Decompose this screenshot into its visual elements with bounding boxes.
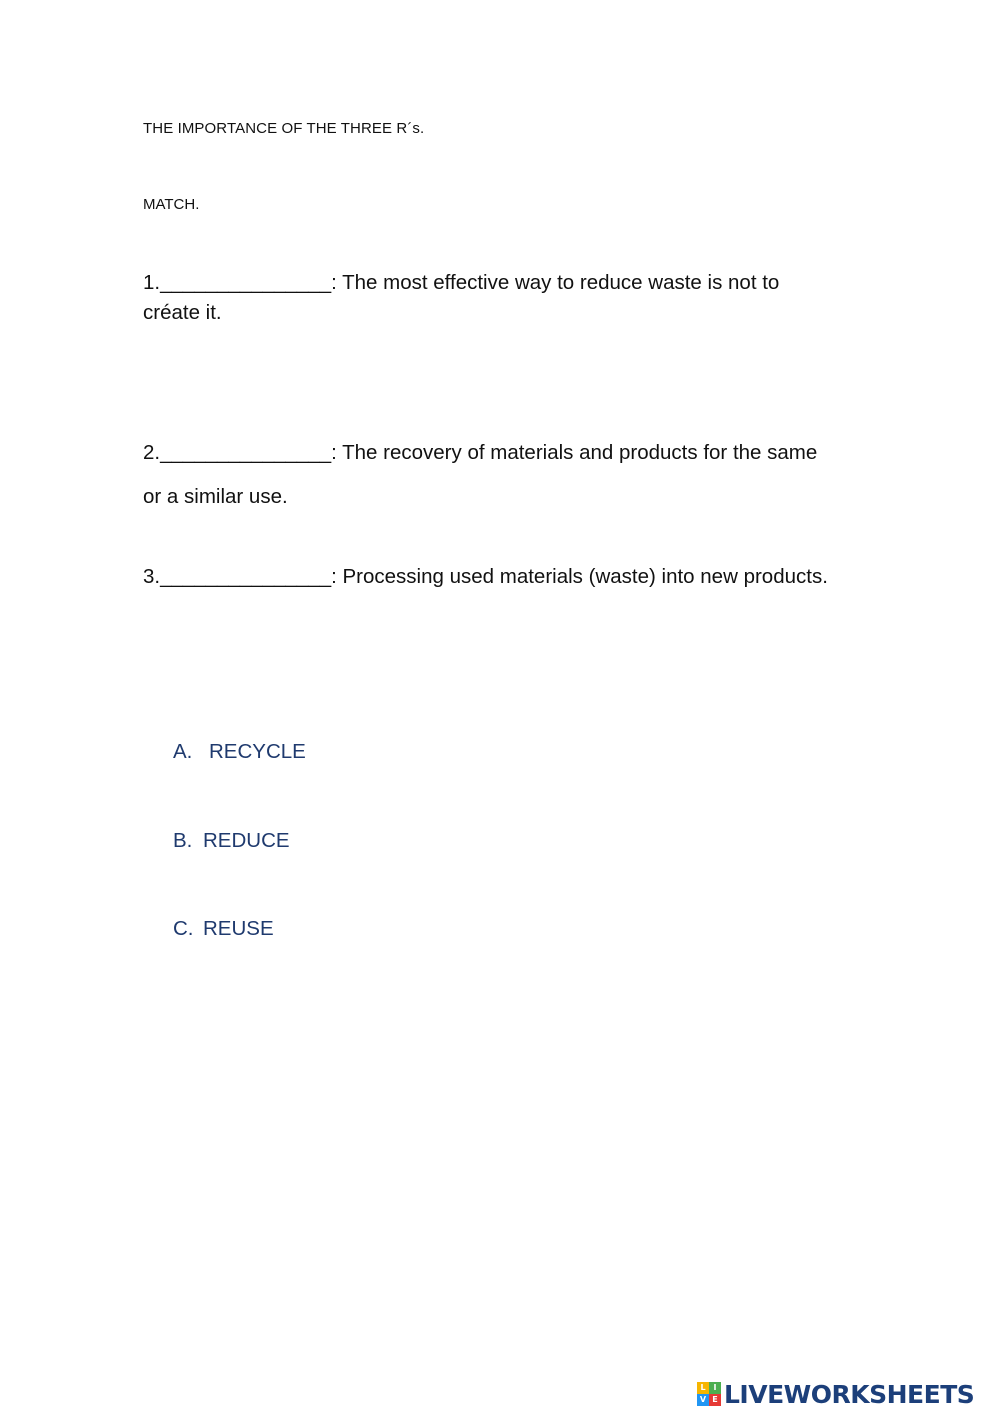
worksheet-title: THE IMPORTANCE OF THE THREE R´s. [143,120,425,137]
option-a-letter: A. [173,740,193,763]
option-b-label: REDUCE [203,829,290,852]
question-2 [143,431,883,519]
logo-square-i: I [709,1382,721,1394]
liveworksheets-brand[interactable] [697,1376,974,1412]
logo-square-l: L [697,1382,709,1394]
brand-name: LIVEWORKSHEETS [724,1379,975,1409]
option-b [173,829,290,853]
option-c [173,917,274,941]
question-3 [143,562,903,592]
question-3-line-1: 3._______________: Processing used materials (waste) into new products. [143,565,828,588]
logo-square-e: E [709,1394,721,1406]
question-2-line-1: 2._______________: The recovery of materials and products for the same [143,441,818,464]
question-1-line-1: 1._______________: The most effective way to reduce waste is not to [143,271,780,294]
instruction-text: MATCH. [143,196,200,213]
option-c-label: REUSE [203,917,274,940]
question-1-line-2: créate it. [143,301,222,324]
question-2-line-2: or a similar use. [143,485,288,508]
option-b-letter: B. [173,829,193,852]
option-c-letter: C. [173,917,194,940]
question-1 [143,268,883,328]
option-a-label: RECYCLE [209,740,306,763]
option-a [173,740,306,764]
liveworksheets-logo-icon [697,1382,721,1406]
logo-square-v: V [697,1394,709,1406]
